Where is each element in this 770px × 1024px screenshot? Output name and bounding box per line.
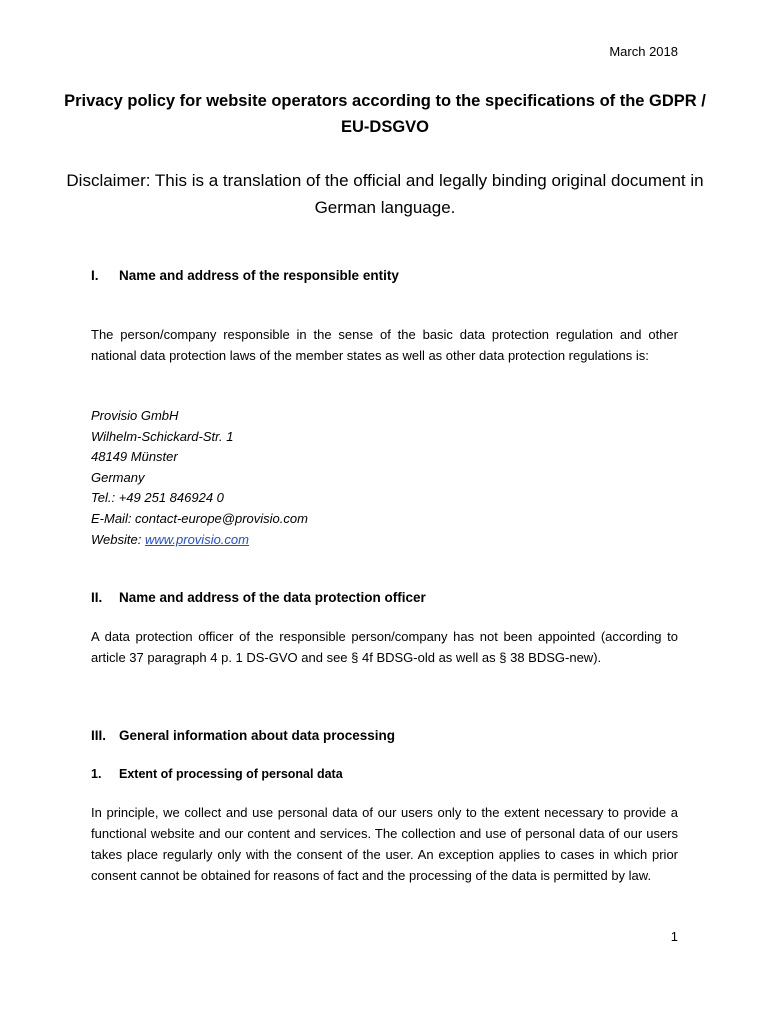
address-block <box>91 406 308 550</box>
address-website <box>91 530 308 551</box>
address-tel: Tel.: +49 251 846924 0 <box>91 490 224 506</box>
section-1-number: I. <box>91 268 99 283</box>
website-label: Website: <box>91 531 145 547</box>
page-number: 1 <box>670 929 678 944</box>
address-country: Germany <box>91 469 145 485</box>
section-2-title: Name and address of the data protection officer <box>119 590 426 605</box>
section-2-number: II. <box>91 590 103 605</box>
address-city: 48149 Münster <box>91 449 178 465</box>
section-3-title: General information about data processing <box>119 728 396 743</box>
address-email: E-Mail: contact-europe@provisio.com <box>91 510 308 526</box>
document-title: Privacy policy for website operators according to the specifications of the GDPR / EU-DSGVO <box>64 92 706 136</box>
address-street: Wilhelm-Schickard-Str. 1 <box>91 428 234 444</box>
subsection-1-text: In principle, we collect and use personal data of our users only to the extent necessary to provide a functional website and our content and services. The collection and use of personal data of our users takes place regularly only with the consent of the user. An exception applies to cases in which prior consent cannot be obtained for reasons of fact and the processing of the data is permitted by law. <box>91 805 678 883</box>
subsection-1-number: 1. <box>91 767 102 781</box>
section-3-heading <box>91 728 395 743</box>
section-2-text: A data protection officer of the responsible person/company has not been appointed (according to article 37 paragraph 4 p. 1 DS-GVO and see § 4f BDSG-old as well as § 38 BDSG-new). <box>91 629 678 665</box>
section-1-title: Name and address of the responsible entity <box>119 268 399 283</box>
section-1-heading <box>91 268 399 283</box>
section-3-number: III. <box>91 728 107 743</box>
section-1-text: The person/company responsible in the sense of the basic data protection regulation and other national data protection laws of the member states as well as other data protection regulations is: <box>91 327 678 363</box>
subsection-1-heading <box>91 767 343 781</box>
address-company: Provisio GmbH <box>91 408 179 423</box>
section-2-heading <box>91 590 426 605</box>
website-link[interactable]: www.provisio.com <box>144 531 249 547</box>
subsection-1-title: Extent of processing of personal data <box>119 767 343 781</box>
document-date: March 2018 <box>609 44 678 59</box>
disclaimer: Disclaimer: This is a translation of the official and legally binding original document in German language. <box>66 171 704 217</box>
